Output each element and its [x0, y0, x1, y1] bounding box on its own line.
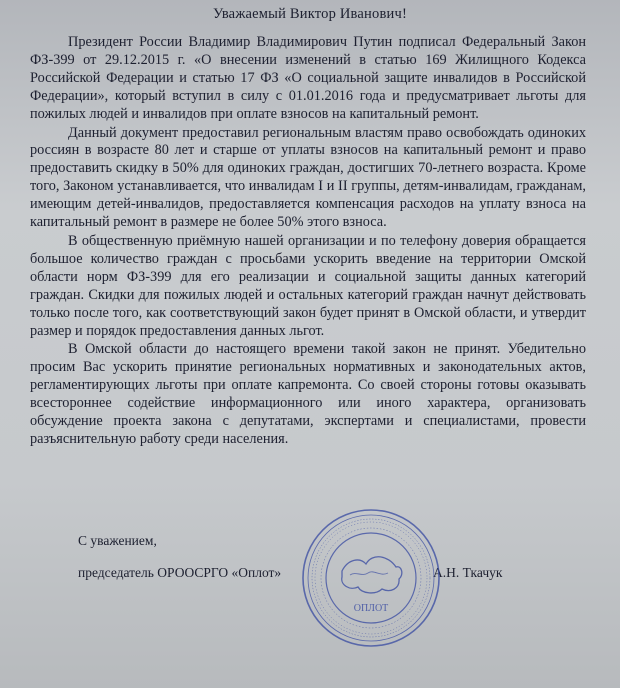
paragraph-2: Данный документ предоставил региональным властям право освобождать одиноких россиян в возрасте 80 лет и старше от уплаты взносов на капитальный ремонт и право предоставить скидку в 50% для одиноких граждан, достигших 70-летнего возраста. Кроме того, Законом устанавливается, что инвалидам I и II группы, детям-инвалидам, гражданам, имеющим детей-инвалидов, предоставляется компенсация расходов на уплату взноса на капитальный ремонт в размере не более 50% этого взноса.	[30, 124, 586, 231]
signature-title: председатель ОРООСРГО «Оплот»	[78, 565, 282, 580]
letter-body	[30, 34, 586, 450]
stamp-center-text: ОПЛОТ	[353, 603, 389, 614]
organization-stamp	[300, 507, 442, 649]
paragraph-1: Президент России Владимир Владимирович Путин подписал Федеральный Закон ФЗ-399 от 29.12.2015 г. «О внесении изменений в статью 169 Жилищного Кодекса Российской Федерации и статью 17 ФЗ «О социальной защите инвалидов в Российской Федерации», который вступил в силу с 01.01.2016 года и предусматривает льготы для пожилых людей и инвалидов при оплате взносов на капитальный ремонт.	[30, 34, 586, 122]
paragraph-4: В Омской области до настоящего времени такой закон не принят. Убедительно просим Вас ускорить принятие региональных нормативных и законодательных актов, регламентирующих льготы при оплате капремонта. Со своей стороны готовы оказывать всестороннее содействие информационного или иного характера, организовать обсуждение проекта закона с депутатами, экспертами и специалистами, провести разъяснительную работу среди населения.	[30, 341, 586, 447]
paragraph-3: В общественную приёмную нашей организации и по телефону доверия обращается большое количество граждан с просьбами ускорить введение на территории Омской области норм ФЗ-399 для его реализации и социальной защиты данных категорий граждан. Скидки для пожилых людей и остальных категорий граждан начнут действовать только после того, как соответствующий закон будет принят в Омской области, и утвердит размер и порядок предоставления данных льгот.	[30, 232, 586, 339]
letter-closing: С уважением,	[78, 533, 157, 548]
letter-greeting: Уважаемый Виктор Иванович!	[213, 6, 407, 22]
signer-name: А.Н. Ткачук	[433, 565, 503, 580]
